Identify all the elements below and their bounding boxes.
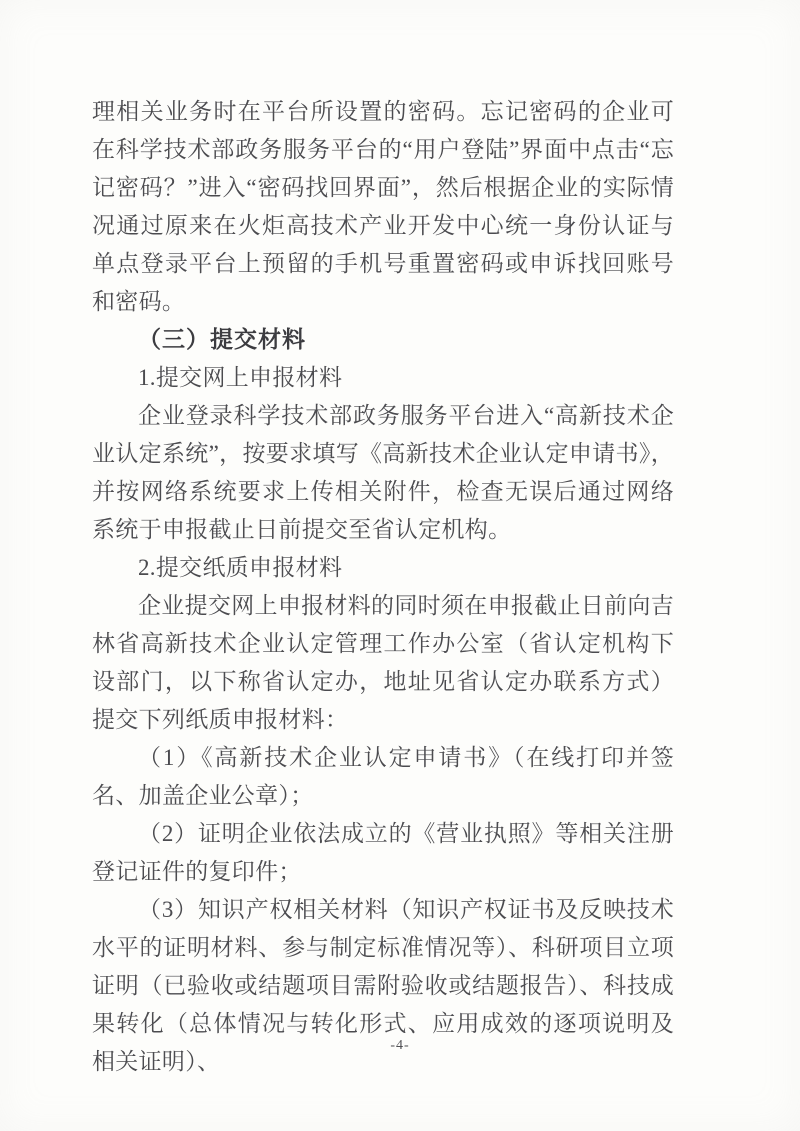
section-heading-submit-materials: （三）提交材料 bbox=[138, 327, 306, 352]
list-item-2-business-license: （2）证明企业依法成立的《营业执照》等相关注册登记证件的复印件； bbox=[92, 821, 674, 884]
list-item-3-ip-materials: （3）知识产权相关材料（知识产权证书及反映技术水平的证明材料、参与制定标准情况等）、科研项目立项证明（已验收或结题项目需附验收或结题报告）、科技成果转化（总体情况与转化形式、应用成效的逐项说明及相关证明）、 bbox=[92, 897, 674, 1074]
page-footer bbox=[0, 1036, 800, 1054]
subheading-paper-submission: 2.提交纸质申报材料 bbox=[138, 555, 343, 580]
page-number: -4- bbox=[390, 1038, 410, 1053]
paragraph-password-recovery: 理相关业务时在平台所设置的密码。忘记密码的企业可在科学技术部政务服务平台的“用户登陆”界面中点击“忘记密码？”进入“密码找回界面”，然后根据企业的实际情况通过原来在火炬高技术产业开发中心统一身份认证与单点登录平台上预留的手机号重置密码或申诉找回账号和密码。 bbox=[92, 99, 674, 314]
list-item-1-application-form: （1）《高新技术企业认定申请书》（在线打印并签名、加盖企业公章）； bbox=[92, 745, 674, 808]
document-body bbox=[92, 93, 674, 1081]
subheading-online-submission: 1.提交网上申报材料 bbox=[138, 365, 343, 390]
paragraph-online-submission-details: 企业登录科学技术部政务服务平台进入“高新技术企业认定系统”，按要求填写《高新技术企业认定申请书》，并按网络系统要求上传相关附件，检查无误后通过网络系统于申报截止日前提交至省认定机构。 bbox=[92, 403, 674, 542]
paragraph-paper-submission-details: 企业提交网上申报材料的同时须在申报截止日前向吉林省高新技术企业认定管理工作办公室（省认定机构下设部门，以下称省认定办，地址见省认定办联系方式）提交下列纸质申报材料： bbox=[92, 593, 674, 732]
